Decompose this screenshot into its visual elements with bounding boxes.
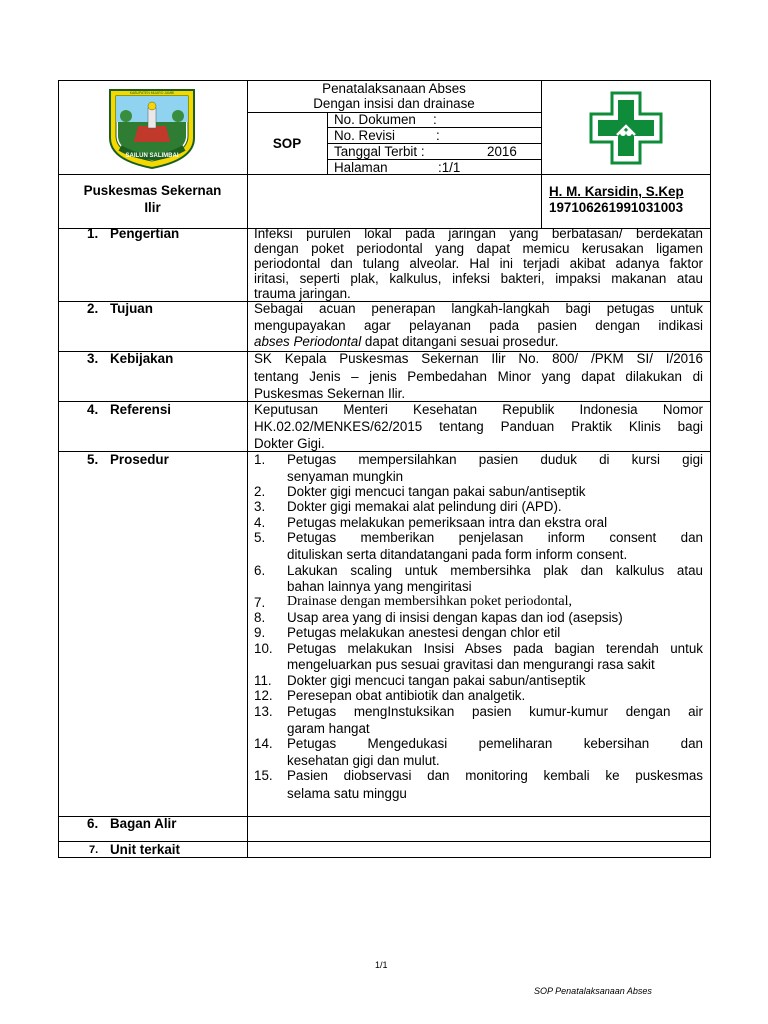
footer-doc-name: SOP Penatalaksanaan Abses [534,986,652,996]
step-text: Peresepan obat antibiotik dan analgetik. [287,688,526,703]
step-text: mengeluarkan pus sesuai gravitasi dan mengurangi rasa sakit [287,657,655,672]
step-text: Petugas memberikan penjelasan inform consent dan [287,530,703,545]
issue-date-label: Tanggal Terbit : [334,144,425,159]
step-text: Dokter gigi memakai alat pelindung diri (APD). [287,499,562,514]
step-text: Petugas Mengedukasi pemeliharan kebersihan dan [287,736,703,751]
sop-title-line2: Dengan insisi dan drainase [313,96,475,111]
step-text: garam hangat [287,721,370,736]
revision-label: No. Revisi [334,128,396,143]
section-title-kebijakan: Kebijakan [110,351,174,366]
revision-value: : [436,128,440,143]
step-text: bahan lainnya yang mengiritasi [287,579,472,594]
section-title-tujuan: Tujuan [110,301,153,316]
step-number: 4. [254,515,266,530]
step-text: Pasien diobservasi dan monitoring kembali ke puskesmas [287,768,703,783]
step-number: 1. [254,452,266,467]
step-text: Dokter gigi mencuci tangan pakai sabun/antiseptik [287,673,586,688]
step-number: 15. [254,768,273,783]
step-text: Lakukan scaling untuk membersihka plak dan kalkulus atau [287,563,703,578]
step-number: 7. [254,595,266,610]
step-text: Petugas melakukan anestesi dengan chlor etil [287,625,561,640]
section-number: 5. [87,452,99,467]
step-text: Dokter gigi mencuci tangan pakai sabun/antiseptik [287,484,586,499]
step-number: 8. [254,610,266,625]
step-text: kesehatan gigi dan mulut. [287,753,440,768]
section-number: 6. [87,816,99,831]
puskesmas-logo [587,89,665,167]
sop-label: SOP [272,136,302,151]
signer-nip: 197106261991031003 [549,200,684,215]
step-number: 14. [254,736,273,751]
step-text: senyaman mungkin [287,469,404,484]
section-number: 1. [87,226,99,241]
step-text: Drainase dengan membersihkan poket periodontal, [287,594,572,609]
step-number: 13. [254,704,273,719]
section-title-bagan-alir: Bagan Alir [110,816,177,831]
svg-text:KABUPATEN MUARO JAMBI: KABUPATEN MUARO JAMBI [129,91,175,95]
page-value: :1/1 [438,160,461,175]
section-number: 2. [87,301,99,316]
signer-name: H. M. Karsidin, S.Kep [549,184,684,199]
section-title-pengertian: Pengertian [110,226,180,241]
step-number: 10. [254,641,273,656]
step-number: 5. [254,530,266,545]
sop-title-line1: Penatalaksanaan Abses [322,81,466,96]
doc-number-label: No. Dokumen [334,112,416,127]
step-text: dituliskan serta ditandatangani pada form inform consent. [287,547,628,562]
doc-number-value: : [433,112,437,127]
page-label: Halaman [334,160,388,175]
section-title-prosedur: Prosedur [110,452,169,467]
step-number: 2. [254,484,266,499]
institution-name-line2: Ilir [144,200,161,215]
step-number: 3. [254,499,266,514]
step-text: Petugas mempersilahkan pasien duduk di kursi gigi [287,452,703,467]
kabupaten-logo [104,86,200,170]
step-number: 12. [254,688,273,703]
step-text: Petugas melakukan Insisi Abses pada bagian terendah untuk [287,641,703,656]
step-number: 11. [254,673,272,688]
step-number: 9. [254,625,266,640]
svg-text:SAILUN SALIMBAI: SAILUN SALIMBAI [125,153,179,159]
section-number: 3. [87,351,99,366]
step-text: Petugas melakukan pemeriksaan intra dan ekstra oral [287,515,608,530]
step-number: 6. [254,563,266,578]
issue-date-value: 2016 [487,144,517,159]
step-text: Petugas mengInstuksikan pasien kumur-kumur dengan air [287,704,703,719]
institution-name-line1: Puskesmas Sekernan [83,183,222,198]
section-number: 7. [89,844,99,856]
section-title-referensi: Referensi [110,402,172,417]
step-text: Usap area yang di insisi dengan kapas dan iod (asepsis) [287,610,623,625]
step-text: selama satu minggu [287,786,407,801]
section-number: 4. [87,402,99,417]
section-title-unit-terkait: Unit terkait [110,842,180,857]
page-number: 1/1 [375,960,388,970]
